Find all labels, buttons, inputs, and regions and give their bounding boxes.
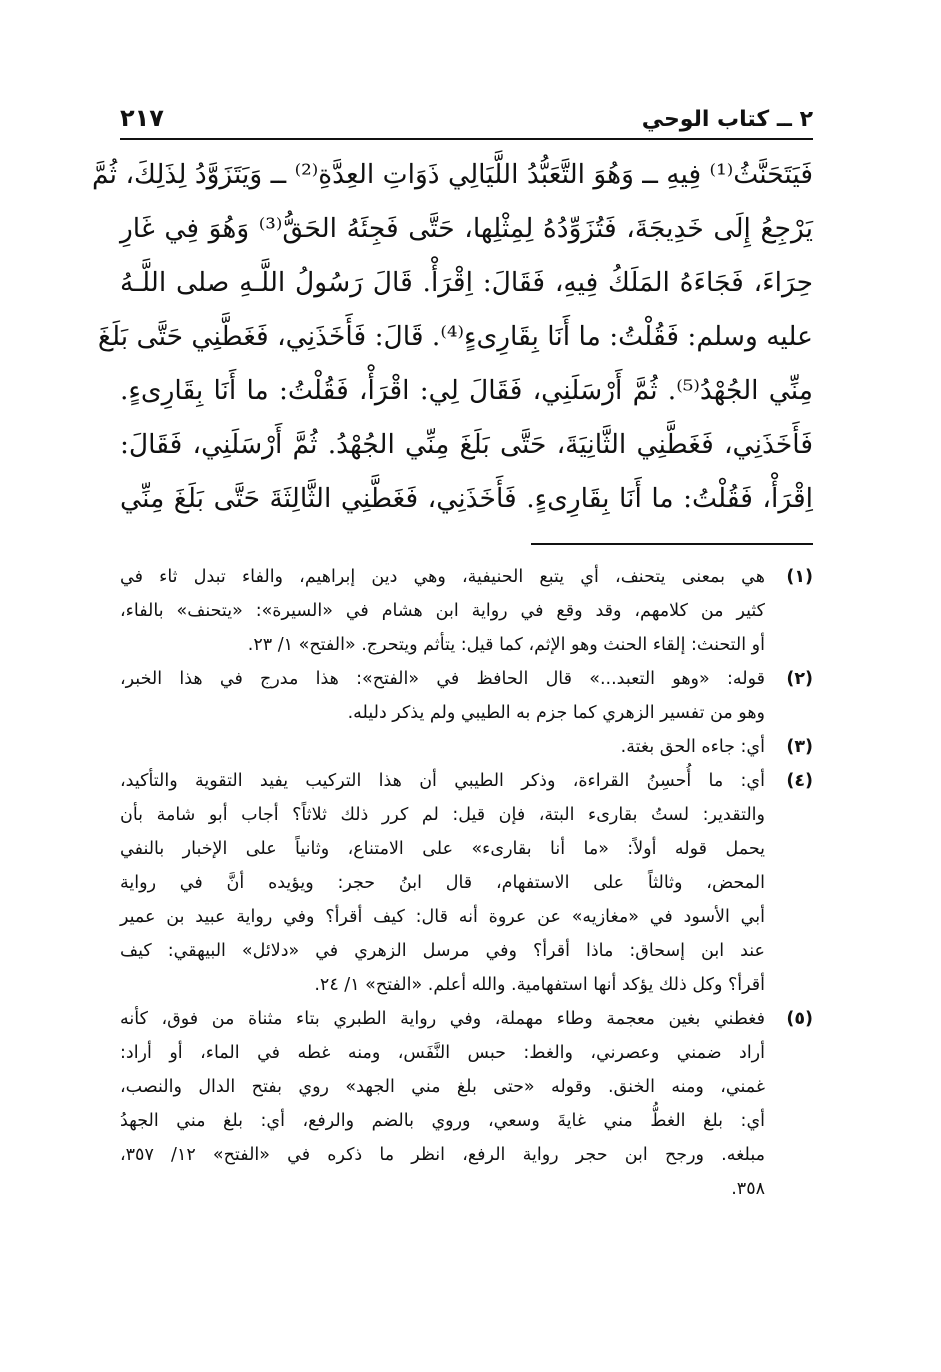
footnote-4 [120, 764, 813, 1002]
footnote-line: مبلغه. ورجح ابن حجر رواية الرفع، انظر ما ذكره في «الفتح» ١٢/ ٣٥٧، [120, 1145, 765, 1165]
footnote-number: (٢) [786, 669, 813, 689]
footnote-line: غمني، ومنه الخنق. وقوله «حتى بلغ مني الجهد» روي بفتح الدال والنصب، [120, 1077, 765, 1097]
main-text-line: يَرْجِعُ إِلَى خَدِيجَةَ، فَتُزَوِّدُهُ لِمِثْلِها، حَتَّى فَجِئَهُ الحَقُّ⁽³⁾ وَهُوَ فِي غَارِ [120, 213, 814, 244]
header-rule [120, 138, 813, 140]
footnote-line: وهو من تفسير الزهري كما جزم به الطيبي ولم يذكر دليله. [347, 703, 765, 723]
chapter-title: ٢ ــ كتاب الوحي [641, 107, 813, 132]
page-header [120, 92, 813, 132]
footnote-number: (٣) [786, 737, 813, 757]
footnote-line: فغطني بغين معجمة وطاء مهملة، وفي رواية الطبري بتاء مثناة من فوق، كأنه [120, 1009, 765, 1029]
footnote-number: (٤) [786, 771, 813, 791]
footnote-line: قوله: «وهو التعبد...» قال الحافظ في «الفتح»: هذا مدرج في هذا الخبر، [120, 669, 765, 689]
main-text-line: حِرَاءَ، فَجَاءَهُ المَلَكُ فِيهِ، فَقَالَ: اِقْرَأْ. قَالَ رَسُولُ اللَّـهِ صلى اللَّـهُ [120, 267, 813, 298]
footnote-line: أقرأ؟ وكل ذلك يؤكد أنها استفهامية. والله أعلم. «الفتح» ١/ ٢٤. [314, 975, 765, 995]
footnote-3 [120, 730, 813, 764]
footnote-line: أبي الأسود في «مغازيه» عن عروة أنه قال: كيف أقرأ؟ وفي رواية عبيد بن عمير [120, 907, 765, 927]
footnote-line: المحض، وثالثاً على الاستفهام، قال ابنُ حجر: ويؤيده أنَّ في رواية [120, 873, 765, 893]
footnote-2 [120, 662, 813, 730]
footnote-line: هي بمعنى يتحنف، أي يتبع الحنيفية، وهي دين إبراهيم، والفاء تبدل ثاء في [120, 567, 765, 587]
footnote-number: (٥) [786, 1009, 813, 1029]
main-text-line: فَأَخَذَنِي، فَغَطَّنِي الثَّانِيَةَ، حَتَّى بَلَغَ مِنِّي الجُهْدُ. ثُمَّ أَرْسَلَنِي، فَقَالَ: [120, 429, 813, 460]
main-text [92, 148, 814, 526]
footnote-line: أراد ضمني وعصرني، والغط: حبس النَّفَس، ومنه غطه في الماء، أو أراد: [120, 1043, 765, 1063]
footnotes [120, 560, 813, 1206]
footnote-line: كثير من كلامهم، وقد وقع في رواية ابن هشام في «السيرة»: «يتحنف» بالفاء، [120, 601, 765, 621]
footnote-number: (١) [786, 567, 813, 587]
footnote-line: أي: ما أُحسِنُ القراءة، وذكر الطيبي أن هذا التركيب يفيد التقوية والتأكيد، [120, 771, 765, 791]
main-text-line: اِقْرَأْ، فَقُلْتُ: ما أَنَا بِقَارِىءٍ. فَأَخَذَنِي، فَغَطَّنِي الثَّالِثَةَ حَتَّى بَلَغَ مِنِّي [120, 483, 813, 514]
footnote-line: ٣٥٨. [731, 1179, 765, 1199]
footnote-separator [531, 543, 813, 545]
footnote-line: أو التحنث: إلقاء الحنث وهو الإثم، كما قيل: يتأثم ويتحرج. «الفتح» ١/ ٢٣. [247, 635, 765, 655]
footnote-line: والتقدير: لستُ بقارىء البتة، فإن قيل: لم كرر ذلك ثلاثاً؟ أجاب أبو شامة بأن [120, 805, 765, 825]
main-text-line: مِنِّي الجُهْدُ⁽⁵⁾. ثُمَّ أَرْسَلَنِي، فَقَالَ لِي: اقْرَأْ، فَقُلْتُ: ما أَنَا بِقَارِىءٍ. [120, 375, 813, 406]
footnote-1 [120, 560, 813, 662]
footnote-line: أي: بلغ الغطُّ مني غايةَ وسعي، وروي بالضم والرفع، أي: بلغ مني الجهدُ [120, 1111, 765, 1131]
footnote-5 [120, 1002, 813, 1206]
main-text-line: فَيَتَحَنَّثُ⁽¹⁾ فِيهِ ــ وَهُوَ التَّعَبُّدُ اللَّيَالِي ذَوَاتِ العِدَّةِ⁽²⁾ ــ وَيَتَزَوَّدُ لِذَلِكَ، ثُمَّ [92, 159, 813, 190]
footnote-line: يحمل قوله أولاً: «ما أنا بقارىء» على الامتناع، وثانياً على الإخبار بالنفي [120, 839, 765, 859]
footnote-line: أي: جاءه الحق بغتة. [620, 737, 765, 757]
page-number: ٢١٧ [120, 104, 164, 132]
footnote-line: عند ابن إسحاق: ماذا أقرأ؟ وفي مرسل الزهري في «دلائل» البيهقي: كيف [120, 941, 765, 961]
main-text-line: عليه وسلم: فَقُلْتُ: ما أَنَا بِقَارِىءٍ⁽⁴⁾. قَالَ: فَأَخَذَنِي، فَغَطَّنِي حَتَّى بَلَغَ [97, 321, 813, 352]
